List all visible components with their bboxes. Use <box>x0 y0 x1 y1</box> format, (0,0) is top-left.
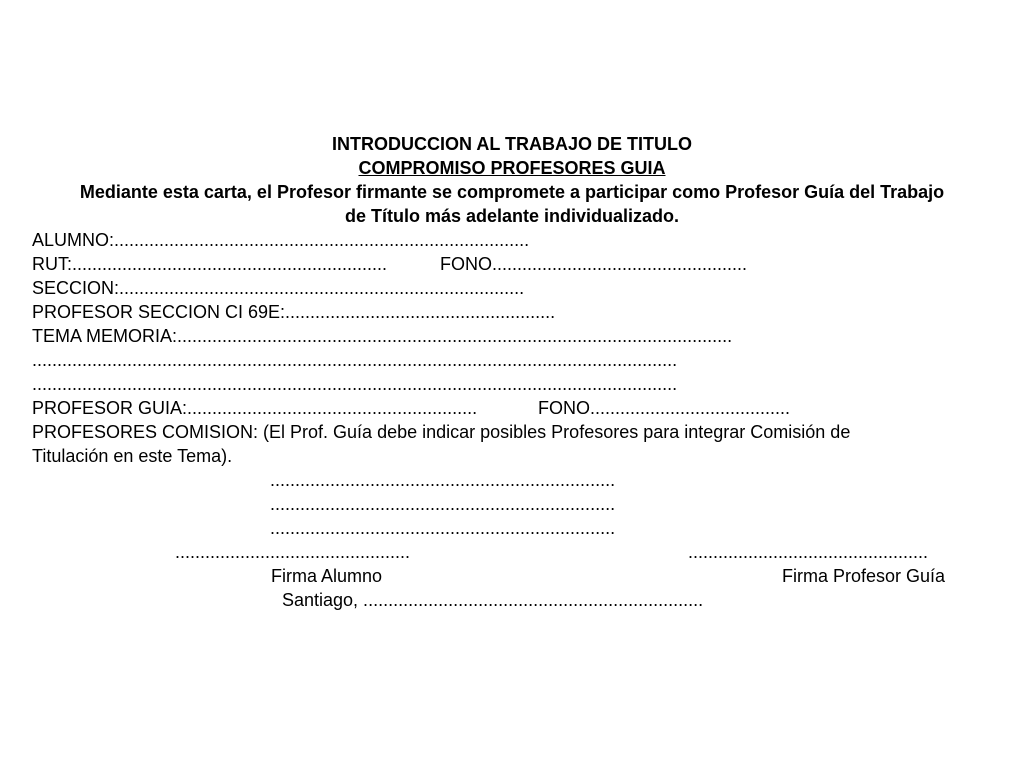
document-subtitle <box>0 157 1024 181</box>
rut-fono-field: FONO................................................... <box>440 254 748 274</box>
seccion-field: SECCION:................................................................................. <box>32 278 525 298</box>
comision-dots-1: ..................................................................... <box>270 470 616 490</box>
place-date-line: Santiago, .................................................................... <box>282 590 704 610</box>
document-subtitle-text: COMPROMISO PROFESORES GUIA <box>358 158 666 178</box>
intro-line-1: Mediante esta carta, el Profesor firmante se compromete a participar como Profesor Guía del Trabajo <box>79 182 945 202</box>
document-title: INTRODUCCION AL TRABAJO DE TITULO <box>332 134 692 154</box>
signature-line-alumno: ............................................... <box>175 542 411 562</box>
signature-line-profesor: ................................................ <box>688 542 929 562</box>
intro-line-2: de Título más adelante individualizado. <box>344 206 680 226</box>
profesor-guia-field: PROFESOR GUIA:.......................................................... <box>32 398 478 418</box>
profesor-guia-fono-field: FONO........................................ <box>538 398 791 418</box>
signature-label-alumno: Firma Alumno <box>271 566 383 586</box>
signature-label-profesor: Firma Profesor Guía <box>782 566 946 586</box>
tema-memoria-line-3: ................................................................................................................................. <box>32 374 678 394</box>
comision-dots-3: ..................................................................... <box>270 518 616 538</box>
profesor-seccion-field: PROFESOR SECCION CI 69E:...................................................... <box>32 302 556 322</box>
tema-memoria-line-2: ................................................................................................................................. <box>32 350 678 370</box>
comision-line-2: Titulación en este Tema). <box>32 446 233 466</box>
rut-field: RUT:............................................................... <box>32 254 388 274</box>
comision-line-1: PROFESORES COMISION: (El Prof. Guía debe indicar posibles Profesores para integrar Comisión de <box>32 422 851 442</box>
tema-memoria-field: TEMA MEMORIA:............................................................................................................... <box>32 326 733 346</box>
comision-dots-2: ..................................................................... <box>270 494 616 514</box>
alumno-field: ALUMNO:................................................................................... <box>32 230 530 250</box>
